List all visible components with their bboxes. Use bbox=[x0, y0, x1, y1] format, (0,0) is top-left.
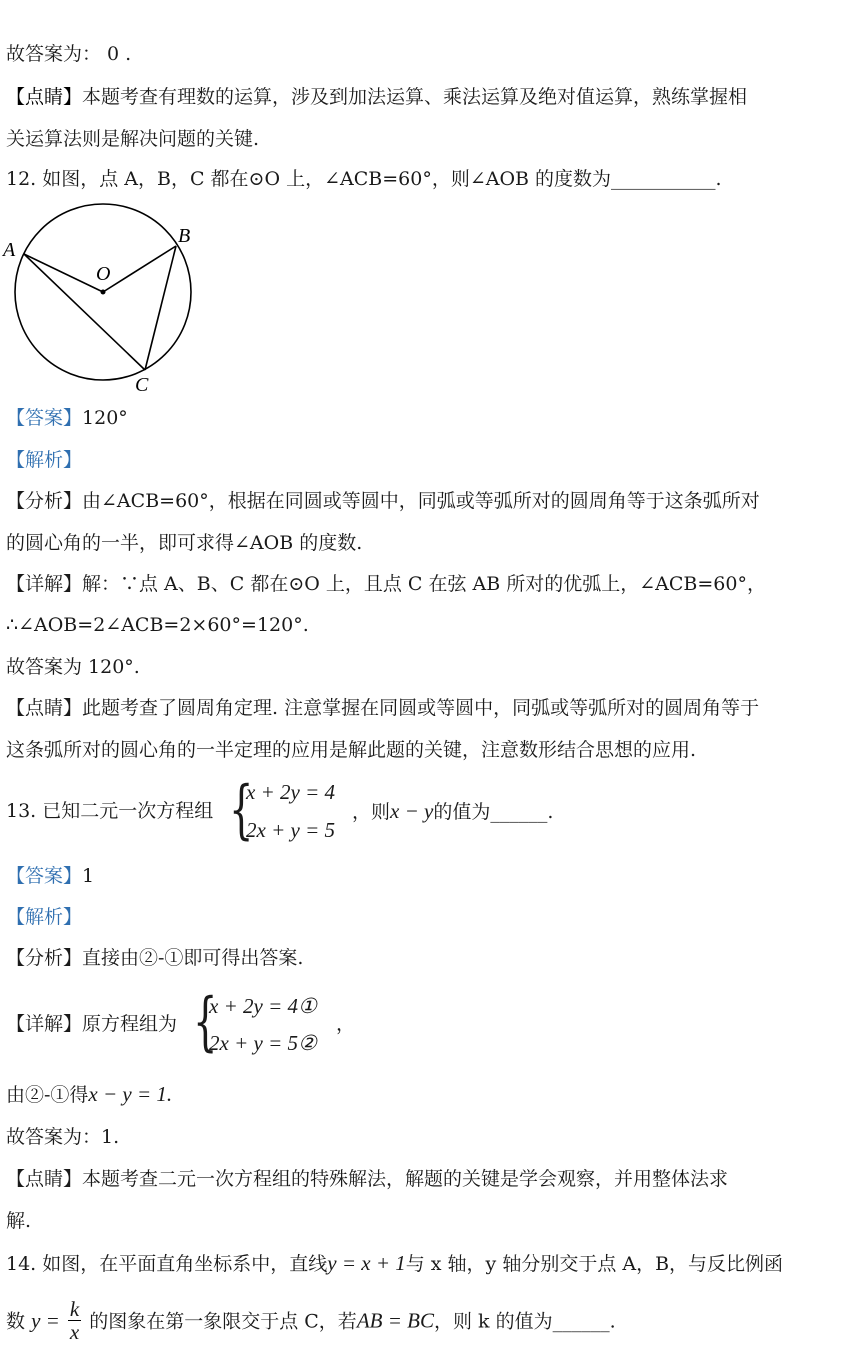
remark-line-2: 解. bbox=[6, 1210, 32, 1232]
answer-line: 【答案】120° bbox=[6, 407, 128, 429]
question-13-suffix: ，则x − y的值为______. bbox=[352, 799, 554, 823]
point-label-o: O bbox=[96, 263, 111, 285]
question-14-line-1: 14. 如图，在平面直角坐标系中，直线y = x + 1与 x 轴，y 轴分别交于点 A，B，与反比例函 bbox=[6, 1251, 784, 1275]
equation-1: x + 2y = 4 bbox=[246, 780, 335, 804]
remark-line: 【点睛】本题考查二元一次方程组的特殊解法，解题的关键是学会观察，并用整体法求 bbox=[6, 1168, 729, 1190]
detail-line: 【详解】解：∵点 A、B、C 都在⊙O 上，且点 C 在弦 AB 所对的优弧上，∠ACB=60°， bbox=[6, 573, 766, 595]
question-14-line-2: 数 y = $\frac{k}{x}$ 的图象在第一象限交于点 C，若AB = BC，则 k 的值为______. bbox=[6, 1297, 616, 1344]
remark-line: 【点睛】此题考查了圆周角定理. 注意掌握在同圆或等圆中，同弧或等弧所对的圆周角等于 bbox=[6, 697, 760, 719]
conclusion-line: 故答案为：1. bbox=[6, 1126, 120, 1148]
point-label-c: C bbox=[135, 374, 149, 396]
comma: ， bbox=[336, 1013, 356, 1035]
remark-line-2: 这条弧所对的圆心角的一半定理的应用是解此题的关键，注意数形结合思想的应用. bbox=[6, 739, 697, 761]
brace-icon: { bbox=[229, 773, 254, 847]
system-equation-1: x + 2y = 4① bbox=[209, 994, 317, 1018]
analysis-line: 【分析】直接由②-①即可得出答案. bbox=[6, 947, 304, 969]
jiexi-tag: 【解析】 bbox=[6, 906, 83, 928]
brace-icon: { bbox=[193, 985, 218, 1059]
derivation-line: 由②-①得x − y = 1. bbox=[6, 1082, 173, 1106]
text-line: 故答案为： 0 . bbox=[6, 43, 132, 65]
circle-figure bbox=[0, 200, 210, 400]
conclusion-line: 故答案为 120°. bbox=[6, 656, 140, 678]
fraction: $\frac{k}{x}$ bbox=[69, 1297, 80, 1344]
point-label-a: A bbox=[3, 239, 16, 261]
question-13-prefix: 13. 已知二元一次方程组 bbox=[6, 800, 214, 822]
equation-2: 2x + y = 5 bbox=[246, 818, 335, 842]
detail-line-2: ∴∠AOB=2∠ACB=2×60°=120°. bbox=[6, 614, 309, 636]
analysis-line-2: 的圆心角的一半，即可求得∠AOB 的度数. bbox=[6, 532, 363, 554]
question-12: 12. 如图，点 A，B，C 都在⊙O 上，∠ACB=60°，则∠AOB 的度数为___________. bbox=[6, 168, 722, 190]
answer-line: 【答案】1 bbox=[6, 865, 95, 887]
analysis-line: 【分析】由∠ACB=60°，根据在同圆或等圆中，同弧或等弧所对的圆周角等于这条弧所对 bbox=[6, 490, 760, 512]
point-label-b: B bbox=[178, 225, 191, 247]
detail-line: 【详解】原方程组为 bbox=[6, 1013, 178, 1035]
system-equation-2: 2x + y = 5② bbox=[209, 1031, 317, 1055]
text-line: 【点睛】本题考查有理数的运算，涉及到加法运算、乘法运算及绝对值运算，熟练掌握相 bbox=[6, 86, 748, 108]
text-line: 关运算法则是解决问题的关键. bbox=[6, 128, 260, 150]
jiexi-tag: 【解析】 bbox=[6, 449, 83, 471]
